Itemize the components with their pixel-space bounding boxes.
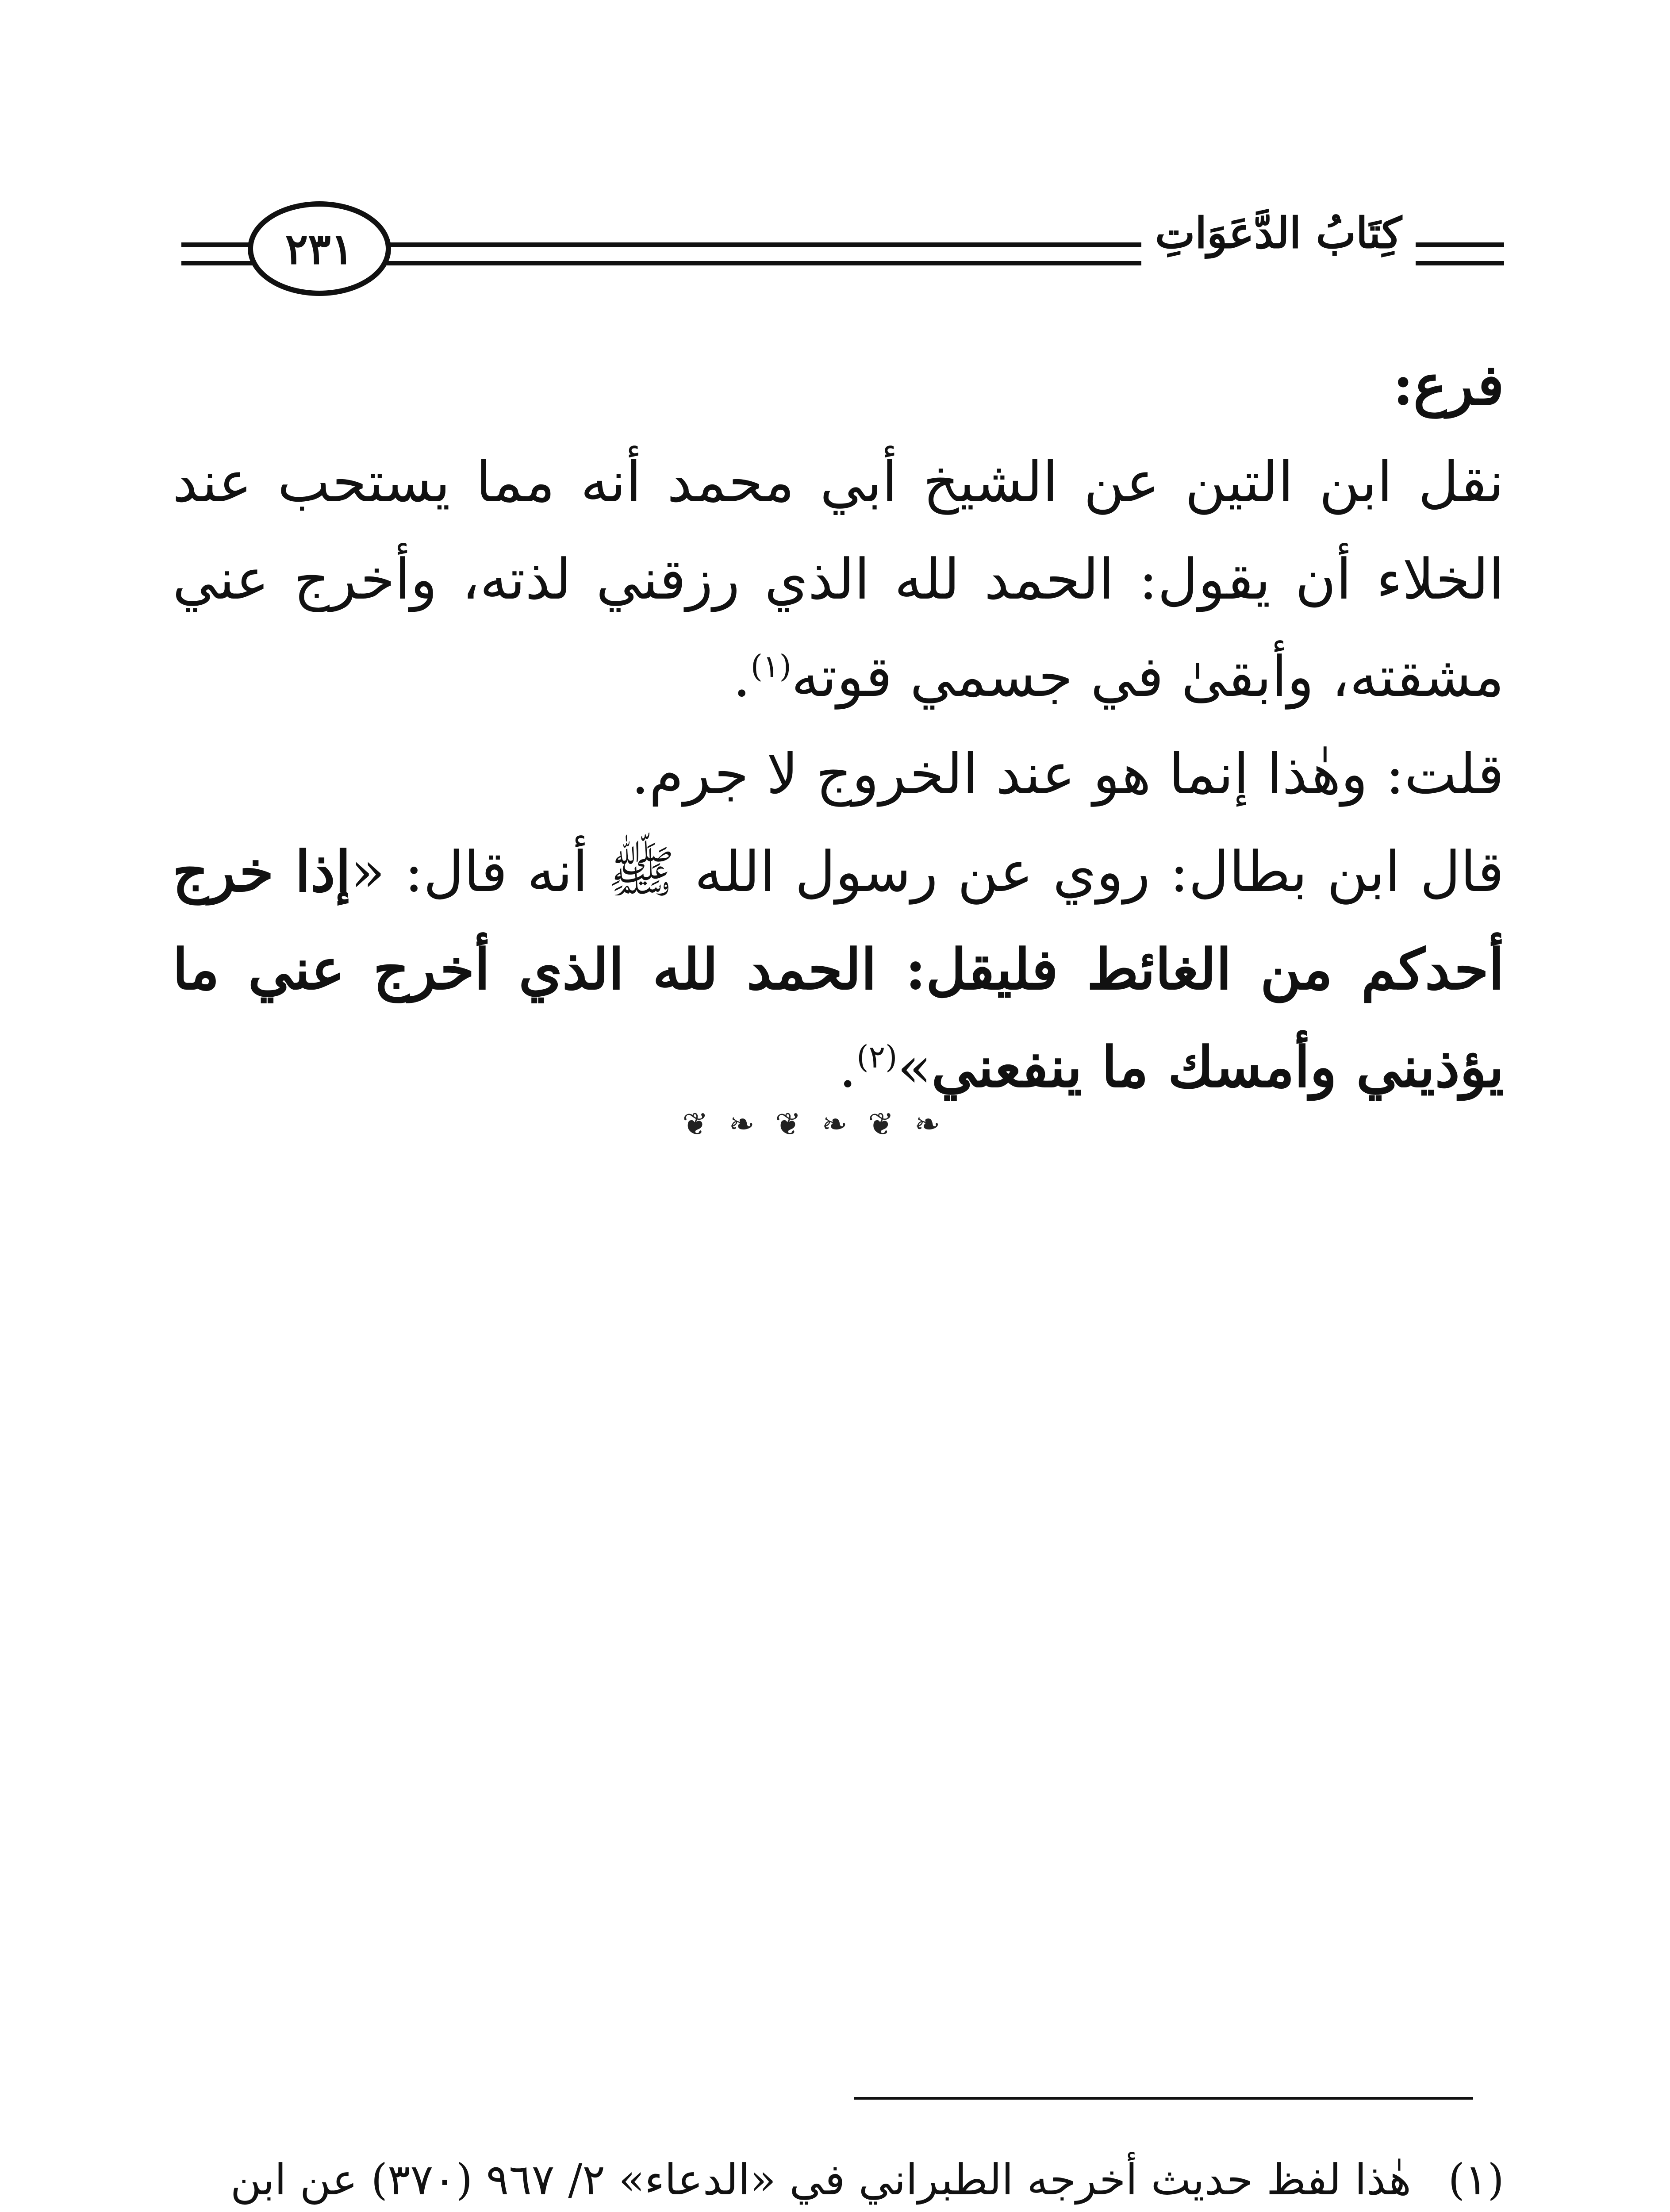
paragraph-ibn-at-tin [173, 434, 1504, 726]
paragraph-text: نقل ابن التين عن الشيخ أبي محمد أنه مما يستحب عند الخلاء أن يقول: الحمد لله الذي رزقني لذته، وأخرج عني مشقته، وأبقىٰ في جسمي قوته [173, 449, 1504, 709]
paragraph-qultu: قلت: وهٰذا إنما هو عند الخروج لا جرم. [631, 741, 1504, 806]
ornament-divider: ❦ ❧ ❦ ❧ ❦ ❧ [682, 1106, 946, 1142]
footnotes [173, 2141, 1504, 2212]
page-number: ٢٣١ [248, 201, 391, 296]
hadith-text: إذا خرج أحدكم من الغائط فليقل: الحمد لله الذي أخرج عني ما يؤذيني وأمسك ما ينفعني [173, 839, 1504, 1100]
running-header-title: كِتَابُ الدَّعَوَاتِ [1155, 208, 1402, 258]
footnote-ref-2[interactable]: (٢) [856, 1039, 898, 1075]
paragraph-end: . [839, 1035, 857, 1100]
header-rule-right [1416, 242, 1504, 265]
paragraph-ibn-battal [173, 823, 1504, 1116]
footnote-1 [173, 2141, 1504, 2212]
footnote-number: (١) [1448, 2155, 1504, 2204]
paragraph-end: . [733, 644, 751, 709]
footnote-text: هٰذا لفظ حديث أخرجه الطبراني في «الدعاء» ٢/ ٩٦٧ (٣٧٠) عن ابن [230, 2155, 1411, 2204]
quote-close: » [897, 1035, 932, 1100]
main-text [173, 336, 1504, 1116]
footnote-ref-1[interactable]: (١) [750, 648, 791, 684]
paragraph-intro: قال ابن بطال: روي عن رسول الله ﷺ أنه قال: « [351, 839, 1504, 904]
section-heading: فرع: [1393, 352, 1504, 418]
footnote-separator [854, 2097, 1473, 2100]
